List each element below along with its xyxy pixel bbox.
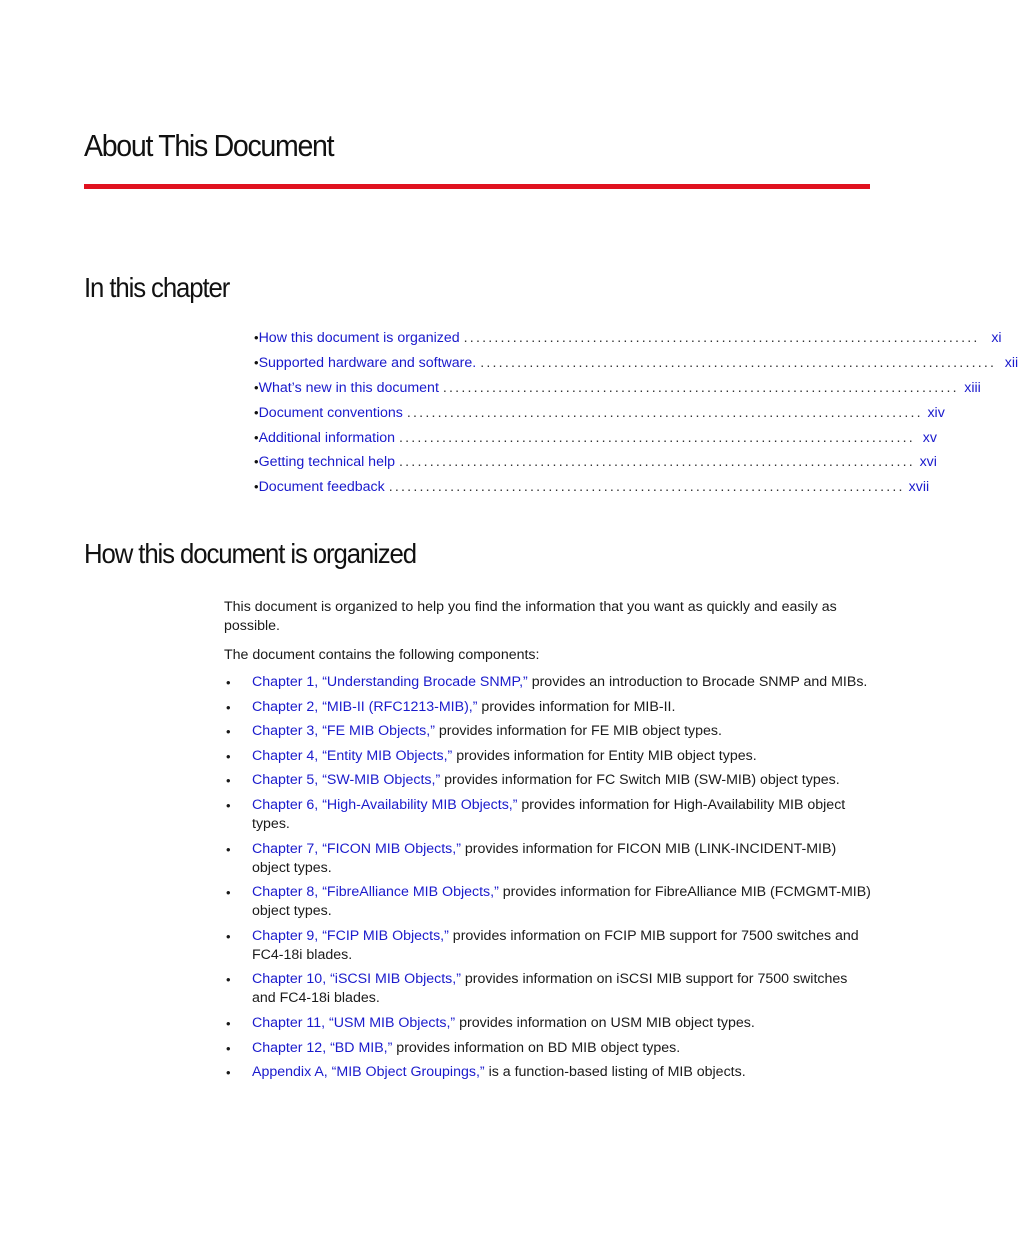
toc-page-link[interactable]: xii bbox=[1004, 354, 1018, 371]
chapter-link[interactable]: Chapter 5, “SW-MIB Objects,” bbox=[252, 772, 441, 789]
toc-page-link[interactable]: xiv bbox=[927, 404, 945, 421]
chapter-link[interactable]: Chapter 12, “BD MIB,” bbox=[252, 1039, 393, 1056]
chapter-link[interactable]: Chapter 7, “FICON MIB Objects,” bbox=[252, 840, 461, 857]
bullet-icon: • bbox=[226, 1040, 231, 1056]
chapter-description: provides information for High-Availability MIB object types. bbox=[252, 796, 846, 832]
list-item bbox=[224, 796, 874, 834]
bullet-icon: • bbox=[226, 972, 231, 988]
toc-link[interactable]: Document feedback bbox=[258, 479, 385, 496]
bullet-icon: • bbox=[226, 1065, 231, 1081]
chapter-description: provides information on iSCSI MIB support for 7500 switches and FC4-18i blades. bbox=[252, 971, 848, 1007]
chapter-toc bbox=[254, 330, 1018, 504]
chapter-link[interactable]: Chapter 4, “Entity MIB Objects,” bbox=[252, 747, 453, 764]
dot-leader: .................................................................................... bbox=[480, 354, 997, 371]
in-this-chapter-heading: In this chapter bbox=[84, 272, 230, 303]
toc-page-link[interactable]: xiii bbox=[964, 379, 981, 396]
bullet-icon: • bbox=[226, 841, 231, 857]
chapter-description: provides information for FibreAlliance MIB (FCMGMT-MIB) object types. bbox=[252, 884, 871, 920]
bullet-icon: • bbox=[254, 479, 259, 495]
list-item bbox=[224, 840, 874, 878]
chapter-description: provides information for MIB-II. bbox=[477, 698, 676, 715]
chapter-link[interactable]: Chapter 8, “FibreAlliance MIB Objects,” bbox=[252, 884, 499, 901]
toc-link[interactable]: Additional information bbox=[258, 429, 395, 446]
dot-leader: .................................................................................... bbox=[388, 479, 905, 496]
bullet-icon: • bbox=[254, 354, 259, 370]
dot-leader: .................................................................................... bbox=[463, 330, 980, 346]
bullet-icon: • bbox=[226, 928, 231, 944]
chapter-link[interactable]: Appendix A, “MIB Object Groupings,” bbox=[252, 1064, 485, 1081]
list-item bbox=[224, 673, 874, 692]
bullet-icon: • bbox=[226, 773, 231, 789]
title-rule bbox=[84, 184, 870, 189]
list-item bbox=[224, 771, 874, 790]
list-item bbox=[224, 1039, 874, 1058]
chapter-description: provides information on USM MIB object types. bbox=[455, 1014, 755, 1031]
list-item bbox=[224, 698, 874, 717]
chapter-description: provides information on FCIP MIB support for 7500 switches and FC4-18i blades. bbox=[252, 927, 859, 963]
toc-item[interactable] bbox=[254, 330, 1002, 355]
toc-link[interactable]: Document conventions bbox=[258, 404, 403, 421]
chapter-link[interactable]: Chapter 11, “USM MIB Objects,” bbox=[252, 1014, 456, 1031]
page-title: About This Document bbox=[84, 128, 334, 163]
bullet-icon: • bbox=[226, 1015, 231, 1031]
bullet-icon: • bbox=[226, 724, 231, 740]
bullet-icon: • bbox=[254, 454, 259, 470]
toc-page-link[interactable]: xvi bbox=[919, 454, 937, 471]
toc-item[interactable] bbox=[254, 454, 937, 479]
toc-link[interactable]: What’s new in this document bbox=[258, 379, 439, 396]
bullet-icon: • bbox=[254, 404, 259, 420]
chapter-description: provides information for FE MIB object types. bbox=[434, 723, 722, 740]
list-item bbox=[224, 883, 874, 921]
toc-page-link[interactable]: xi bbox=[991, 330, 1002, 346]
intro-paragraph: This document is organized to help you find the information that you want as quickly and easily as possible. bbox=[224, 599, 837, 634]
dot-leader: .................................................................................... bbox=[442, 379, 959, 396]
chapter-link[interactable]: Chapter 1, “Understanding Brocade SNMP,” bbox=[252, 674, 528, 690]
dot-leader: .................................................................................... bbox=[399, 429, 915, 446]
toc-item[interactable] bbox=[254, 479, 930, 504]
list-item bbox=[224, 747, 874, 766]
toc-link[interactable]: Supported hardware and software. bbox=[258, 354, 477, 371]
toc-item[interactable] bbox=[254, 354, 1018, 380]
bullet-icon: • bbox=[254, 429, 259, 445]
components-list bbox=[224, 673, 874, 1088]
list-item bbox=[224, 970, 874, 1008]
bullet-icon: • bbox=[226, 885, 231, 901]
bullet-icon: • bbox=[254, 330, 259, 345]
toc-link[interactable]: Getting technical help bbox=[258, 454, 396, 471]
chapter-description: provides an introduction to Brocade SNMP and MIBs. bbox=[527, 674, 868, 690]
list-item bbox=[224, 927, 874, 965]
chapter-link[interactable]: Chapter 2, “MIB-II (RFC1213-MIB),” bbox=[252, 698, 478, 715]
toc-item[interactable] bbox=[254, 379, 981, 405]
chapter-link[interactable]: Chapter 10, “iSCSI MIB Objects,” bbox=[252, 971, 461, 988]
bullet-icon: • bbox=[226, 748, 231, 764]
chapter-link[interactable]: Chapter 9, “FCIP MIB Objects,” bbox=[252, 927, 449, 944]
list-item bbox=[224, 722, 874, 741]
how-organized-heading: How this document is organized bbox=[84, 538, 417, 569]
toc-page-link[interactable]: xv bbox=[922, 429, 937, 446]
toc-link[interactable]: How this document is organized bbox=[258, 330, 460, 346]
toc-item[interactable] bbox=[254, 404, 945, 430]
list-item bbox=[224, 1014, 874, 1033]
chapter-link[interactable]: Chapter 6, “High-Availability MIB Objects,” bbox=[252, 796, 518, 813]
toc-item[interactable] bbox=[254, 429, 937, 455]
chapter-description: provides information for FC Switch MIB (SW-MIB) object types. bbox=[440, 772, 840, 789]
dot-leader: .................................................................................... bbox=[399, 454, 915, 471]
chapter-description: provides information for FICON MIB (LINK-INCIDENT-MIB) object types. bbox=[252, 840, 837, 876]
chapter-link[interactable]: Chapter 3, “FE MIB Objects,” bbox=[252, 723, 435, 740]
chapter-description: is a function-based listing of MIB objects. bbox=[484, 1064, 746, 1081]
bullet-icon: • bbox=[226, 699, 231, 715]
chapter-description: provides information on BD MIB object types. bbox=[392, 1039, 681, 1056]
dot-leader: .................................................................................... bbox=[406, 404, 923, 421]
list-item bbox=[224, 1063, 874, 1082]
components-intro: The document contains the following components: bbox=[224, 647, 540, 663]
bullet-icon: • bbox=[226, 797, 231, 813]
bullet-icon: • bbox=[226, 675, 231, 690]
toc-page-link[interactable]: xvii bbox=[908, 479, 930, 496]
chapter-description: provides information for Entity MIB object types. bbox=[452, 747, 757, 764]
bullet-icon: • bbox=[254, 379, 259, 395]
